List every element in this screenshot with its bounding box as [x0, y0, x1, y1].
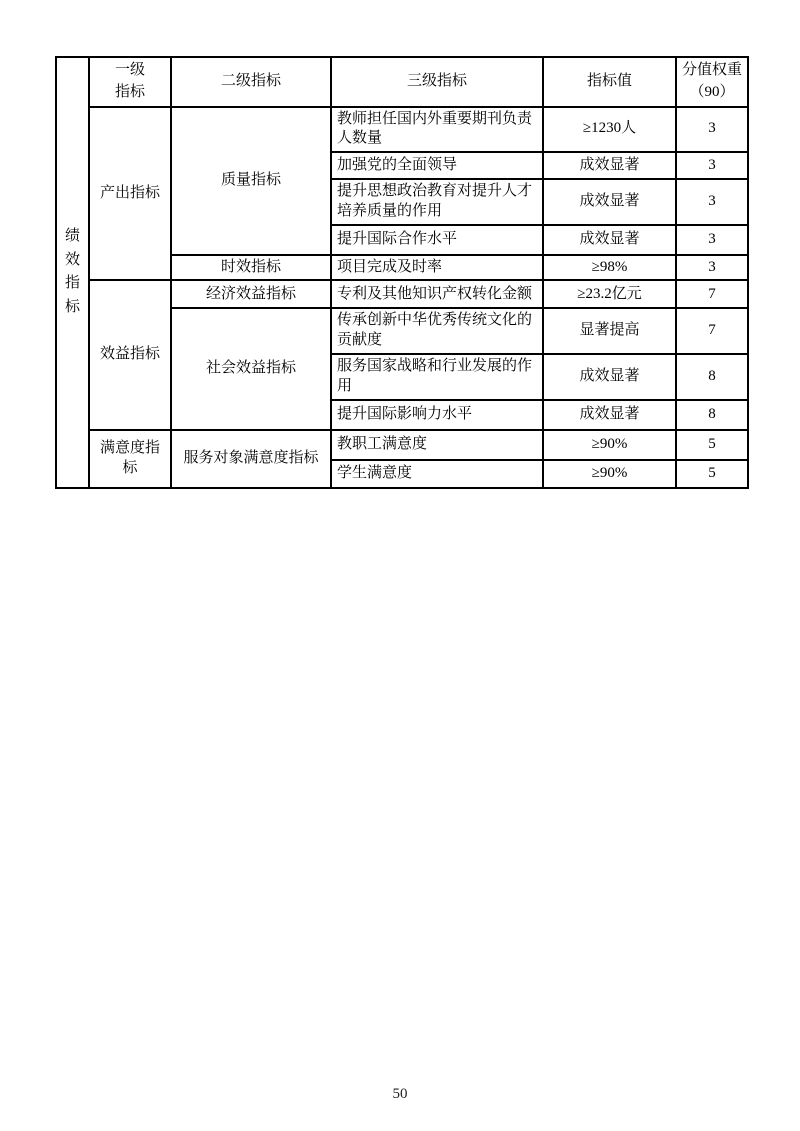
page-number: 50 — [392, 1086, 408, 1102]
cell-value: ≥90% — [543, 430, 676, 460]
cell-indicator: 项目完成及时率 — [331, 255, 543, 281]
header-weight — [676, 57, 748, 107]
cell-weight: 3 — [676, 179, 748, 225]
cell-weight: 5 — [676, 460, 748, 488]
performance-indicator-table — [55, 56, 749, 489]
table-row — [56, 430, 748, 460]
cell-indicator: 提升国际影响力水平 — [331, 400, 543, 430]
cell-weight: 7 — [676, 280, 748, 308]
cell-value: ≥1230人 — [543, 107, 676, 153]
cell-weight: 8 — [676, 400, 748, 430]
cell-weight: 7 — [676, 308, 748, 354]
cell-value: ≥98% — [543, 255, 676, 281]
table-row — [56, 107, 748, 153]
cell-value: ≥90% — [543, 460, 676, 488]
cell-level1-output: 产出指标 — [89, 107, 171, 281]
cell-indicator: 提升国际合作水平 — [331, 225, 543, 255]
table-row — [56, 280, 748, 308]
header-level2: 二级指标 — [171, 57, 331, 107]
cell-indicator: 教师担任国内外重要期刊负责人数量 — [331, 107, 543, 153]
cell-indicator: 学生满意度 — [331, 460, 543, 488]
cell-value: 成效显著 — [543, 179, 676, 225]
cell-level1-satisfaction: 满意度指标 — [89, 430, 171, 488]
cell-indicator: 服务国家战略和行业发展的作用 — [331, 354, 543, 400]
cell-level2-economic: 经济效益指标 — [171, 280, 331, 308]
cell-indicator: 加强党的全面领导 — [331, 152, 543, 179]
cell-root-category: 绩效指标 — [56, 57, 89, 488]
table-header-row — [56, 57, 748, 107]
cell-indicator: 教职工满意度 — [331, 430, 543, 460]
header-weight-label: 分值权重（90） — [681, 62, 742, 100]
cell-indicator: 专利及其他知识产权转化金额 — [331, 280, 543, 308]
cell-value: 成效显著 — [543, 354, 676, 400]
cell-weight: 8 — [676, 354, 748, 400]
cell-value: 成效显著 — [543, 400, 676, 430]
cell-value: 显著提高 — [543, 308, 676, 354]
cell-value: 成效显著 — [543, 152, 676, 179]
cell-value: 成效显著 — [543, 225, 676, 255]
cell-weight: 3 — [676, 152, 748, 179]
header-level1 — [89, 57, 171, 107]
cell-weight: 3 — [676, 255, 748, 281]
cell-weight: 3 — [676, 225, 748, 255]
cell-level2-social: 社会效益指标 — [171, 308, 331, 429]
cell-level2-timeliness: 时效指标 — [171, 255, 331, 281]
cell-level2-quality: 质量指标 — [171, 107, 331, 255]
header-level1-label: 一级指标 — [114, 62, 145, 100]
cell-indicator: 提升思想政治教育对提升人才培养质量的作用 — [331, 179, 543, 225]
cell-level1-benefit: 效益指标 — [89, 280, 171, 429]
header-level3: 三级指标 — [331, 57, 543, 107]
cell-weight: 3 — [676, 107, 748, 153]
cell-level2-service-satisfaction: 服务对象满意度指标 — [171, 430, 331, 488]
header-value: 指标值 — [543, 57, 676, 107]
cell-value: ≥23.2亿元 — [543, 280, 676, 308]
cell-indicator: 传承创新中华优秀传统文化的贡献度 — [331, 308, 543, 354]
cell-weight: 5 — [676, 430, 748, 460]
